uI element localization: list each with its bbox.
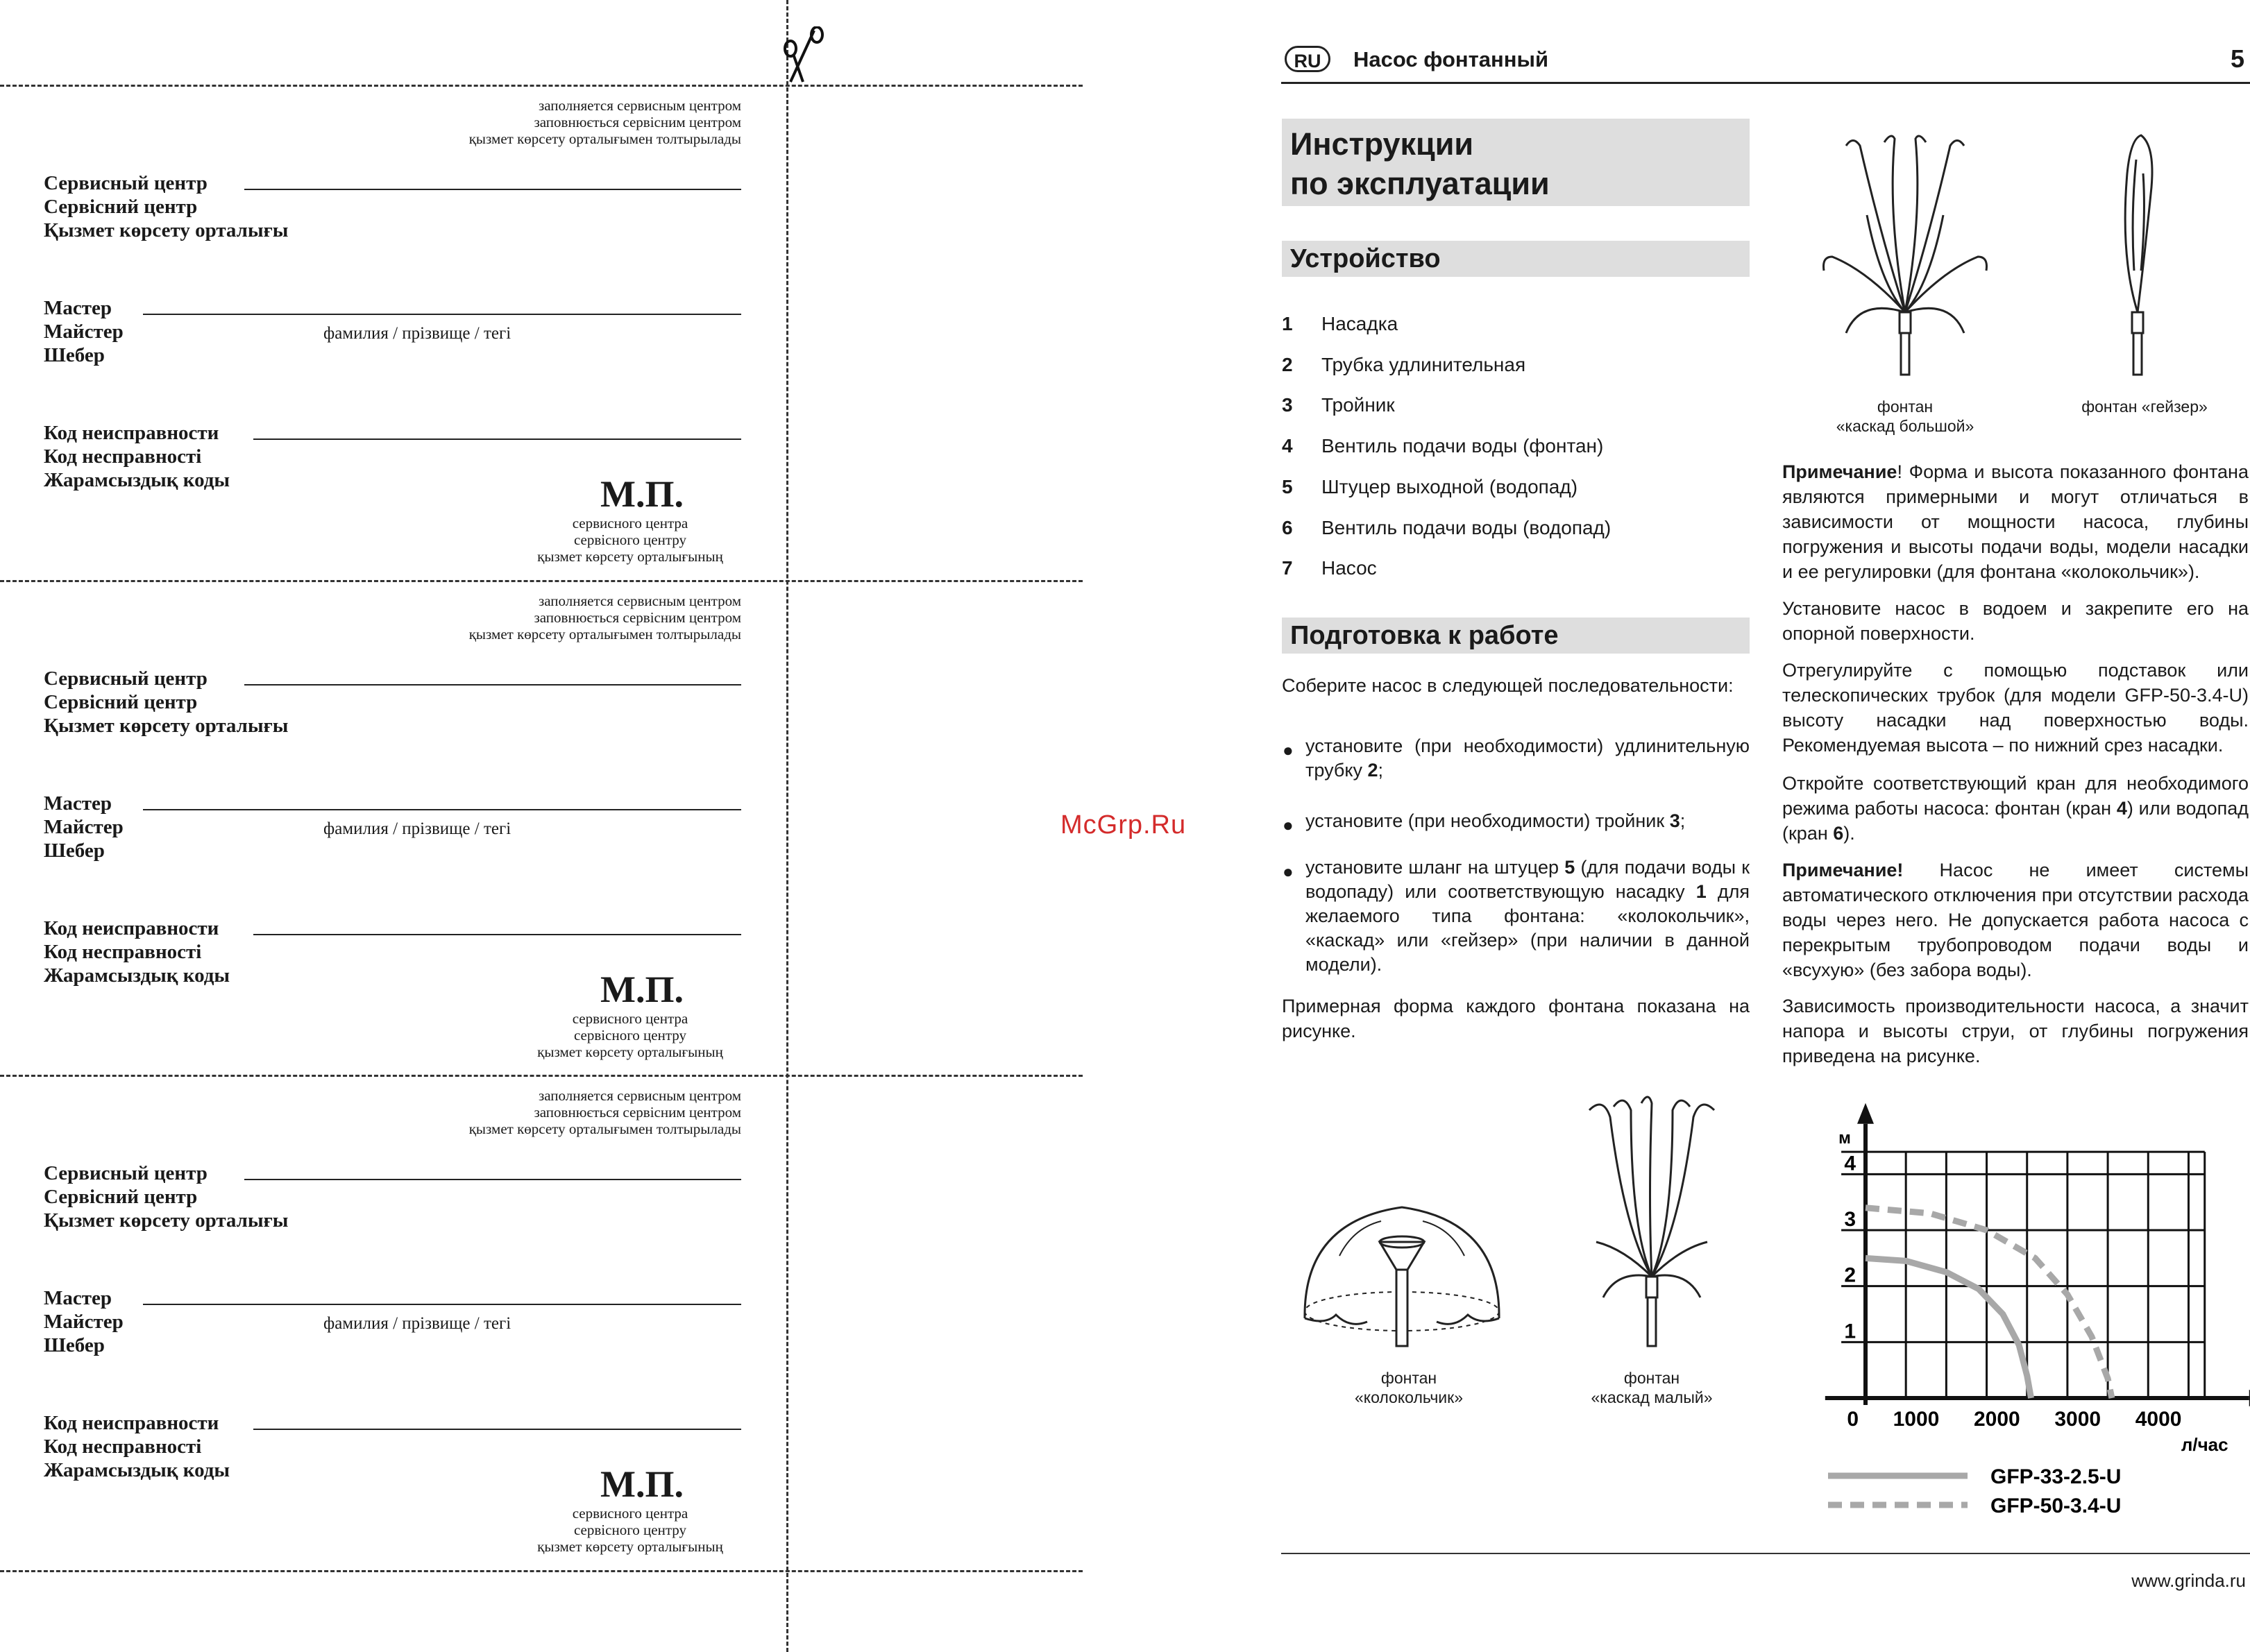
fault-code-label: Код несправності bbox=[44, 445, 202, 468]
stamp-placeholder: М.П. bbox=[600, 473, 684, 515]
y-tick-label: 1 bbox=[1844, 1320, 1856, 1343]
filled-by-note bbox=[469, 1087, 741, 1137]
fault-code-label: Код неисправности bbox=[44, 1412, 219, 1434]
p4-text: Откройте соответствующий кран для необходимого режима работы насоса: фонтан (кран bbox=[1782, 773, 2249, 819]
fountain-cascade-small-illustration bbox=[1582, 1089, 1721, 1353]
caption-line: «колокольчик» bbox=[1354, 1388, 1464, 1406]
caption-line: «каскад большой» bbox=[1836, 417, 1974, 435]
fault-code-label: Код неисправности bbox=[44, 917, 219, 939]
fault-code-label: Код несправності bbox=[44, 1436, 202, 1458]
y-axis-label: м bbox=[1838, 1128, 1851, 1148]
paragraph-adjust: Отрегулируйте с помощью подставок или телескопических трубок (для модели GFP-50-3.4-U) высоту насадки над поверхностью воды. Рекомендуемая высота – по нижний срез насадки. bbox=[1782, 660, 2249, 756]
master-label: Мастер bbox=[44, 792, 112, 815]
stamp-note-line: қызмет көрсету орталығының bbox=[537, 1044, 723, 1060]
caption-cascade-big bbox=[1822, 397, 1988, 436]
step-bold: 2 bbox=[1367, 760, 1378, 781]
legend-label: GFP-33-2.5-U bbox=[1990, 1465, 2122, 1488]
part-number: 1 bbox=[1282, 313, 1293, 334]
note-2-text: Насос не имеет системы автоматического отключения при отсутствии расхода воды через него. Не допускается работа насоса с перекрытым трубопроводом подачи воды и «всухую» (без забора воды). bbox=[1782, 860, 2249, 980]
filled-by-note bbox=[469, 97, 741, 147]
service-center-label: Сервисный центр bbox=[44, 667, 208, 690]
caption-bell bbox=[1346, 1368, 1471, 1407]
part-number: 6 bbox=[1282, 516, 1293, 538]
master-label: Шебер bbox=[44, 840, 105, 862]
fault-code-label: Жарамсыздық коды bbox=[44, 469, 230, 491]
prep-step bbox=[1305, 734, 1750, 783]
fault-code-field[interactable] bbox=[253, 1429, 741, 1430]
paragraph-install: Установите насос в водоем и закрепите его на опорной поверхности. bbox=[1782, 598, 2249, 644]
step-bold: 5 bbox=[1564, 857, 1575, 878]
p4-bold: 6 bbox=[1833, 823, 1844, 844]
y-tick-label: 3 bbox=[1844, 1208, 1856, 1231]
prep-step bbox=[1305, 809, 1750, 833]
part-number: 4 bbox=[1282, 435, 1293, 457]
step-text: установите шланг на штуцер bbox=[1305, 857, 1565, 878]
stamp-note-line: сервисного центра bbox=[572, 515, 688, 531]
p4-text: ). bbox=[1843, 823, 1855, 844]
x-tick-label: 1000 bbox=[1893, 1408, 1940, 1431]
main-title bbox=[1282, 119, 1750, 206]
master-field[interactable] bbox=[143, 314, 741, 315]
series-line-GFP-33-2.5-U bbox=[1866, 1258, 2031, 1398]
step-text: для желаемого типа фонтана: «колокольчик», «каскад» или «гейзер» (при наличии в данной модели). bbox=[1305, 881, 1750, 975]
main-title-line: по эксплуатации bbox=[1290, 166, 1550, 201]
fault-code-field[interactable] bbox=[253, 934, 741, 935]
part-name: Насос bbox=[1321, 557, 1377, 579]
note-line: заполняется сервисным центром bbox=[538, 97, 741, 114]
part-number: 3 bbox=[1282, 394, 1293, 416]
service-center-label: Сервисный центр bbox=[44, 172, 208, 194]
service-center-label: Сервісний центр bbox=[44, 1186, 198, 1208]
service-center-label: Сервісний центр bbox=[44, 691, 198, 713]
note-line: заполняется сервисным центром bbox=[538, 593, 741, 609]
step-text: (для подачи воды к водопаду) или соответствующую насадку bbox=[1305, 857, 1750, 902]
bullet-icon: ● bbox=[1283, 740, 1294, 760]
service-center-label: Қызмет көрсету орталығы bbox=[44, 715, 289, 737]
note-line: заповнюється сервісним центром bbox=[534, 1104, 741, 1121]
fault-code-label: Код несправності bbox=[44, 941, 202, 963]
stamp-note bbox=[519, 515, 741, 565]
step-text: установите (при необходимости) удлинительную трубку bbox=[1305, 735, 1750, 781]
stamp-note bbox=[519, 1010, 741, 1060]
footer-url[interactable]: www.grinda.ru bbox=[2131, 1570, 2246, 1591]
bullet-icon: ● bbox=[1283, 815, 1294, 835]
caption-line: фонтан bbox=[1380, 1369, 1437, 1387]
step-text: установите (при необходимости) тройник bbox=[1305, 810, 1670, 831]
service-center-label: Қызмет көрсету орталығы bbox=[44, 1209, 289, 1232]
note-line: қызмет көрсету орталығымен толтырылады bbox=[468, 130, 741, 147]
watermark: McGrp.Ru bbox=[1060, 810, 1187, 840]
performance-chart-svg bbox=[1818, 1082, 2250, 1526]
surname-hint: фамилия / прізвище / тегі bbox=[323, 1314, 511, 1333]
master-label: Майстер bbox=[44, 816, 124, 838]
fault-code-field[interactable] bbox=[253, 438, 741, 440]
master-label: Майстер bbox=[44, 1311, 124, 1333]
master-label: Майстер bbox=[44, 321, 124, 343]
header-rule bbox=[1281, 82, 2250, 84]
footer-rule bbox=[1281, 1553, 2250, 1554]
x-axis-label: л/час bbox=[2181, 1434, 2228, 1455]
caption-line: «каскад малый» bbox=[1591, 1388, 1713, 1406]
part-name: Трубка удлинительная bbox=[1321, 353, 1526, 375]
surname-hint: фамилия / прізвище / тегі bbox=[323, 819, 511, 838]
service-stamp-card bbox=[0, 580, 777, 1066]
master-label: Мастер bbox=[44, 1287, 112, 1309]
step-bold: 1 bbox=[1695, 881, 1707, 902]
x-tick-label: 3000 bbox=[2054, 1408, 2101, 1431]
note-1-text: ! Форма и высота показанного фонтана являются примерными и могут отличаться в зависимости от мощности насоса, глубины погружения и высоты подачи воды, модели насадки и ее регулировки (для фонтана «колокольчик»). bbox=[1782, 461, 2249, 582]
cut-line-vertical bbox=[786, 0, 788, 1652]
note-2 bbox=[1782, 858, 2249, 982]
x-tick-label: 4000 bbox=[2135, 1408, 2182, 1431]
scissors-icon bbox=[781, 26, 829, 85]
stamp-placeholder: М.П. bbox=[600, 969, 684, 1010]
note-line: заполняется сервисным центром bbox=[538, 1087, 741, 1104]
header-title: Насос фонтанный bbox=[1353, 47, 1549, 71]
bullet-icon: ● bbox=[1283, 861, 1294, 882]
caption-geyser: фонтан «гейзер» bbox=[2081, 398, 2208, 416]
x-tick-label: 2000 bbox=[1973, 1408, 2020, 1431]
y-tick-label: 4 bbox=[1844, 1152, 1856, 1175]
master-label: Шебер bbox=[44, 1334, 105, 1356]
surname-hint: фамилия / прізвище / тегі bbox=[323, 324, 511, 343]
fault-code-label: Код неисправности bbox=[44, 422, 219, 444]
caption-cascade-small bbox=[1582, 1368, 1721, 1407]
part-name: Вентиль подачи воды (фонтан) bbox=[1321, 435, 1604, 457]
stamp-note-line: сервісного центру bbox=[573, 1027, 686, 1044]
prep-intro: Соберите насос в следующей последовательности: bbox=[1282, 675, 1734, 696]
note-1 bbox=[1782, 459, 2249, 584]
service-center-field[interactable] bbox=[244, 189, 741, 190]
note-line: қызмет көрсету орталығымен толтырылады bbox=[468, 626, 741, 642]
master-field[interactable] bbox=[143, 1304, 741, 1305]
legend-label: GFP-50-3.4-U bbox=[1990, 1495, 2122, 1517]
service-center-label: Сервисный центр bbox=[44, 1162, 208, 1184]
step-bold: 3 bbox=[1669, 810, 1680, 831]
fault-code-label: Жарамсыздық коды bbox=[44, 964, 230, 987]
stamp-note-line: сервісного центру bbox=[573, 1522, 686, 1538]
master-field[interactable] bbox=[143, 809, 741, 810]
service-center-field[interactable] bbox=[244, 1179, 741, 1180]
section-heading-prep: Подготовка к работе bbox=[1282, 618, 1750, 654]
service-stamp-card bbox=[0, 1075, 777, 1560]
performance-chart bbox=[1818, 1082, 2250, 1526]
stamp-placeholder: М.П. bbox=[600, 1463, 684, 1505]
p4-text: ) или водопад (кран bbox=[1782, 798, 2249, 844]
service-center-label: Қызмет көрсету орталығы bbox=[44, 219, 289, 241]
prep-step bbox=[1305, 855, 1750, 977]
stamp-note-line: қызмет көрсету орталығының bbox=[537, 1538, 723, 1555]
note-2-label: Примечание! bbox=[1782, 860, 1904, 880]
part-number: 2 bbox=[1282, 353, 1293, 375]
prep-outro: Примерная форма каждого фонтана показана на рисунке. bbox=[1282, 996, 1750, 1041]
note-line: қызмет көрсету орталығымен толтырылады bbox=[468, 1121, 741, 1137]
filled-by-note bbox=[469, 593, 741, 642]
paragraph-performance: Зависимость производительности насоса, а значит напора и высоты струи, от глубины погружения приведена на рисунке. bbox=[1782, 996, 2249, 1066]
fountain-geyser-illustration bbox=[2103, 132, 2172, 382]
stamp-note-line: сервисного центра bbox=[572, 1505, 688, 1522]
service-center-field[interactable] bbox=[244, 684, 741, 686]
part-name: Тройник bbox=[1321, 394, 1395, 416]
stamp-note-line: қызмет көрсету орталығының bbox=[537, 548, 723, 565]
service-stamp-card bbox=[0, 85, 777, 570]
cut-line bbox=[0, 1570, 1083, 1572]
part-number: 7 bbox=[1282, 557, 1293, 579]
master-label: Шебер bbox=[44, 344, 105, 366]
fountain-cascade-big-illustration bbox=[1818, 132, 1992, 382]
p4-bold: 4 bbox=[2116, 798, 2127, 819]
step-text: ; bbox=[1680, 810, 1686, 831]
part-number: 5 bbox=[1282, 475, 1293, 497]
stamp-note bbox=[519, 1505, 741, 1555]
note-1-label: Примечание bbox=[1782, 461, 1897, 482]
y-tick-label: 2 bbox=[1844, 1263, 1856, 1287]
page-number: 5 bbox=[2231, 44, 2245, 73]
stamp-note-line: сервісного центру bbox=[573, 531, 686, 548]
y-axis-arrow bbox=[1857, 1103, 1874, 1124]
part-name: Вентиль подачи воды (водопад) bbox=[1321, 516, 1612, 538]
caption-line: фонтан bbox=[1877, 398, 1934, 416]
step-text: ; bbox=[1378, 760, 1384, 781]
fault-code-label: Жарамсыздық коды bbox=[44, 1459, 230, 1481]
service-center-label: Сервісний центр bbox=[44, 196, 198, 218]
note-line: заповнюється сервісним центром bbox=[534, 114, 741, 130]
note-line: заповнюється сервісним центром bbox=[534, 609, 741, 626]
section-heading-device: Устройство bbox=[1282, 241, 1750, 277]
fountain-bell-illustration bbox=[1298, 1180, 1506, 1353]
language-badge: RU bbox=[1285, 46, 1330, 72]
part-name: Насадка bbox=[1321, 313, 1398, 334]
x-tick-label: 0 bbox=[1847, 1408, 1859, 1431]
paragraph-open-valve bbox=[1782, 771, 2249, 846]
caption-line: фонтан bbox=[1623, 1369, 1680, 1387]
part-name: Штуцер выходной (водопад) bbox=[1321, 475, 1578, 497]
main-title-line: Инструкции bbox=[1290, 126, 1474, 162]
stamp-note-line: сервисного центра bbox=[572, 1010, 688, 1027]
master-label: Мастер bbox=[44, 297, 112, 319]
